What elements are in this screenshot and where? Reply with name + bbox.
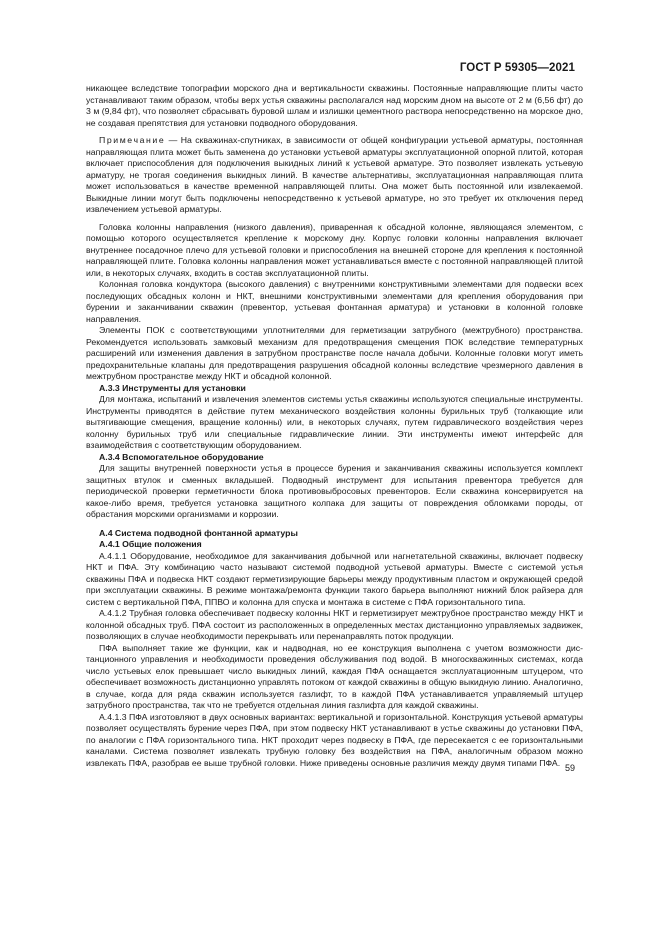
paragraph-a413: А.4.1.3 ПФА изготовляют в двух основных вариантах: вертикальной и горизонтальной. Конструкция устьевой арматуры позволяет осуществлять бурение через ПФА, при этом подвеску НКТ устанавливают в устье скважины до установки ПФА, по аналогии с ПФА горизонтального типа. НКТ проходит через подвеску в ПФА, где пересекается с ее горизонтальными каналами. Система позволяет извлекать трубную головку без воздействия на ПФА, аналогичным образом можно извлекать ПФА, разобрав ее выше трубной головки. Ниже приведены основные различия между двумя типами ПФА. xyxy=(86,711,583,768)
note-label: Примечание xyxy=(99,135,166,145)
paragraph-subsea-tree-functions: ПФА выполняет такие же функции, как и надводная, но ее конструкция выполнена с учетом возможности дистанционного управления и необходимости проведения обслуживания под водой. В многоскважинных системах, когда число устьевых елок превышает число выкидных линий, каждая ПФА оснащается эксплуатационным штуцером, что обеспечивает возможность дистанционно управлять потоком от каждой скважины в общую выкидную линию. Аналогично, в случае, когда для ряда скважин используется газлифт, то в каждой ПФА устанавливается управляемый штуцер затрубного пространства, так что не требуется отдельная линия газлифта для каждой скважины. xyxy=(86,642,583,710)
paragraph-a412: А.4.1.2 Трубная головка обеспечивает подвеску колонны НКТ и герметизирует межтрубное пространство между НКТ и колонной обсадных труб. ПФА состоит из расположенных в определенных местах дистанционно управляемых задвижек, позволяющих в случае необходимости перекрывать или перенаправлять поток продукции. xyxy=(86,608,583,641)
section-heading-a41: А.4.1 Общие положения xyxy=(99,539,202,549)
paragraph-installation-tools: Для монтажа, испытаний и извлечения элементов системы устья скважины используются специальные инструменты. Инструменты приводятся в действие путем механического воздействия колонны бурильных труб (толкающие или вытягивающие смещения, вращение колонны) или, в некоторых случаях, путем гидравлического воздействия через колонну бурильных труб или специальные гидравлические линии. Эти инструменты имеют интерфейс для взаимодействия с соответствующим оборудованием. xyxy=(86,394,583,450)
page-body xyxy=(86,83,583,769)
page-number: 59 xyxy=(564,763,575,773)
paragraph-a411: А.4.1.1 Оборудование, необходимое для заканчивания добычной или нагнетательной скважины, включает подвеску НКТ и ПФА. Эту комбинацию часто называют системой подводной устьевой арматуры. Вместе с системой устья скважины ПФА и подвеска НКТ создают герметизирующие барьеры между продуктивным пластом и окружающей средой при эксплуатации скважины. В режиме монтажа/ремонта функции такого барьера выполняют нижний блок райзера для систем с вертикальной ПФА, ППВО и колонна для спуска и монтажа в системе с ПФА горизонтального типа. xyxy=(86,550,583,607)
section-heading-a33: А.3.3 Инструменты для установки xyxy=(99,382,246,393)
note-text: — На скважинах-спутниках, в зависимости от общей конфигурации устьевой арматуры, постоянная направляющая плита может быть заменена до установки устьевой арматуры эксплуатационной опорной плитой, которая включает приспособления для подключения выкидных линий к устьевой арматуре. Это позволяет извлекать устьевую арматуру, не трогая соединения выкидных линий. В качестве альтернативы, эксплуатационная направляющая плита может использоваться в качестве временной направляющей плиты. Она может быть постоянной или извлекаемой. Выкидные линии могут быть подключены непосредственно к устьевой арматуре, но это требует их отключения перед извлечением устьевой арматуры. xyxy=(86,135,583,214)
note-paragraph xyxy=(86,135,583,216)
document-standard-id: ГОСТ Р 59305—2021 xyxy=(459,62,575,74)
paragraph-casing-hangers: Элементы ПОК с соответствующими уплотнителями для герметизации затрубного (межтрубного) пространства. Рекомендуется использовать замковый механизм для предотвращения смещения ПОК вследствие температурных расширений или изменения давления в затрубном пространстве после начала добычи. Колонные головки могут иметь предохранительные клапаны для предотвращения разрушения обсадной колонны вследствие чрезмерного давления в межтрубном пространстве между НКТ и обсадной колонной. xyxy=(86,325,583,381)
paragraph-auxiliary-equipment: Для защиты внутренней поверхности устья в процессе бурения и заканчивания скважины используется комплект защитных втулок и сменных вкладышей. Подводный инструмент для испытания превентора требуется для периодической проверки герметичности блока противовыбросовых превенторов. Если скважина консервируется на какое-либо время, требуется установка защитного колпака для защиты от повреждения обломками породы, от обрастания морскими организмами и коррозии. xyxy=(86,463,583,519)
paragraph-conductor-housing: Головка колонны направления (низкого давления), приваренная к обсадной колонне, являющаяся элементом, с помощью которого осуществляется крепление к морскому дну. Корпус головки колонны направления включает внутреннее посадочное плечо для устьевой головки и приспособления на внешней стороне для крепления к постоянной направляющей плите. Головка колонны направления может устанавливаться вместе с постоянной направляющей плитой или, в некоторых случаях, входить в состав эксплуатационной плиты. xyxy=(86,221,583,278)
section-heading-a4: А.4 Система подводной фонтанной арматуры xyxy=(99,527,298,538)
section-heading-a34: А.3.4 Вспомогательное оборудование xyxy=(99,451,264,462)
paragraph-guide-base-continuation: никающее вследствие топографии морского дна и вертикальности скважины. Постоянные направляющие плиты часто устанавливают таким образом, чтобы верх устья скважины располагался над морским дном на высоте от 2 м (6,56 фт) до 3 м (9,84 фт), что позволяет сбрасывать буровой шлам и излишки цементного раствора непосредственно на морское дно, не создавая препятствия для установки подводного оборудования. xyxy=(86,83,583,128)
paragraph-high-pressure-housing: Колонная головка кондуктора (высокого давления) с внутренними конструктивными элементами для подвески всех последующих обсадных колонн и НКТ, внешними конструктивными элементами для крепления оборудования при бурении и заканчивании скважин (превентор, устьевая фонтанная арматура) и установки в колонной головке направления. xyxy=(86,279,583,324)
